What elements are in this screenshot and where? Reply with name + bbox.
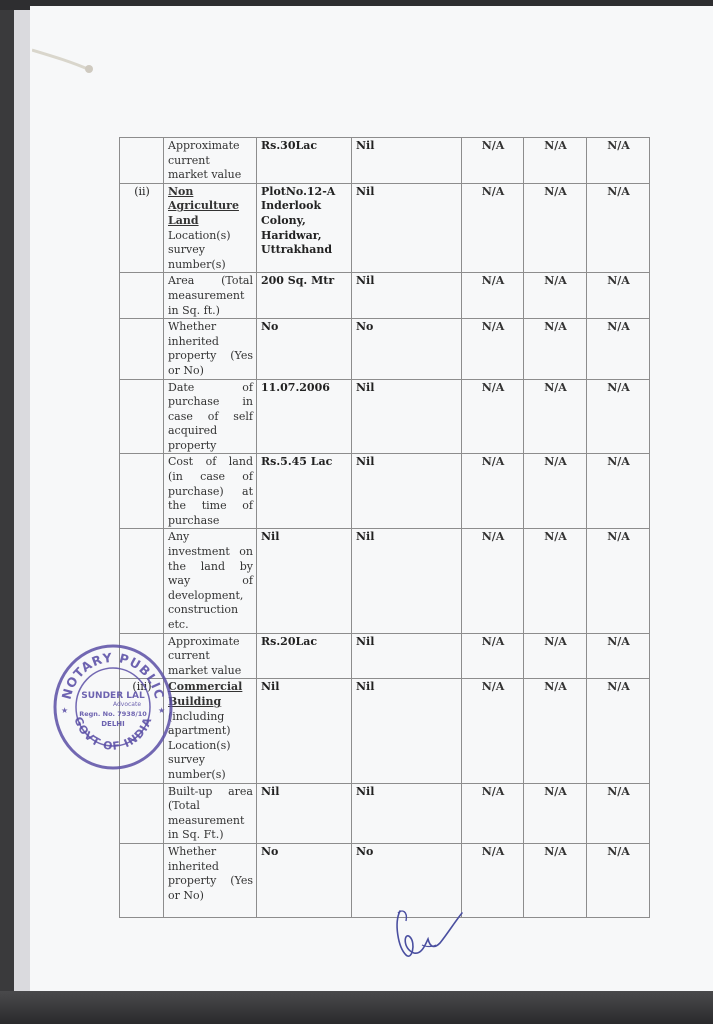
description-cell	[164, 679, 257, 783]
spouse-value-cell: Nil	[352, 633, 462, 679]
serial-number-cell	[120, 843, 164, 917]
spouse-value-cell: No	[352, 843, 462, 917]
self-value-cell: Rs.30Lac	[257, 138, 352, 184]
description-text: Any investment on the land by way of development, construction etc.	[168, 530, 253, 631]
dependent-3-cell: N/A	[587, 843, 650, 917]
table-row	[120, 273, 650, 319]
dependent-1-cell: N/A	[462, 783, 524, 843]
description-cell	[164, 633, 257, 679]
binding-string	[32, 44, 94, 74]
dependent-2-cell: N/A	[524, 319, 587, 379]
self-value-cell: Nil	[257, 679, 352, 783]
description-text: Built-up area (Total measurement in Sq. Ft.)	[168, 784, 253, 842]
serial-number-cell: (ii)	[120, 183, 164, 273]
self-value-cell: Nil	[257, 529, 352, 633]
property-type-heading: Non Agriculture Land	[168, 184, 239, 227]
dependent-3-cell: N/A	[587, 454, 650, 529]
self-value-cell: No	[257, 319, 352, 379]
table-row	[120, 454, 650, 529]
dependent-2-cell: N/A	[524, 273, 587, 319]
dependent-1-cell: N/A	[462, 529, 524, 633]
stamp-name: SUNDER LAL	[81, 691, 145, 701]
self-value-cell: 200 Sq. Mtr	[257, 273, 352, 319]
description-text: (including apartment) Location(s) survey number(s)	[168, 709, 231, 781]
dependent-2-cell: N/A	[524, 138, 587, 184]
table-row	[120, 183, 650, 273]
dependent-1-cell: N/A	[462, 454, 524, 529]
serial-number-cell	[120, 138, 164, 184]
dependent-1-cell: N/A	[462, 679, 524, 783]
stamp-reg: Regn. No. 7938/10	[79, 710, 147, 718]
description-cell	[164, 783, 257, 843]
description-cell	[164, 273, 257, 319]
spouse-value-cell: Nil	[352, 529, 462, 633]
dependent-1-cell: N/A	[462, 843, 524, 917]
dependent-3-cell: N/A	[587, 783, 650, 843]
spouse-value-cell: Nil	[352, 183, 462, 273]
table-row	[120, 783, 650, 843]
spouse-value-cell: Nil	[352, 273, 462, 319]
dependent-1-cell: N/A	[462, 319, 524, 379]
dependent-1-cell: N/A	[462, 379, 524, 454]
spouse-value-cell: Nil	[352, 138, 462, 184]
dependent-2-cell: N/A	[524, 379, 587, 454]
description-text: Date of purchase in case of self acquired property	[168, 380, 253, 452]
dependent-2-cell: N/A	[524, 843, 587, 917]
table-row	[120, 319, 650, 379]
description-cell	[164, 379, 257, 454]
dependent-2-cell: N/A	[524, 529, 587, 633]
dependent-3-cell: N/A	[587, 379, 650, 454]
description-text: Approximate current market value	[168, 139, 242, 182]
dependent-1-cell: N/A	[462, 138, 524, 184]
self-value-cell: Rs.20Lac	[257, 633, 352, 679]
description-text: Cost of land (in case of purchase) at the time of purchase	[168, 455, 253, 527]
dependent-3-cell: N/A	[587, 138, 650, 184]
description-cell	[164, 454, 257, 529]
stamp-star-right: ★	[158, 706, 166, 715]
stamp-place: DELHI	[101, 720, 125, 728]
serial-number-cell	[120, 783, 164, 843]
table-row	[120, 138, 650, 184]
assets-table	[119, 137, 650, 918]
table-row	[120, 843, 650, 917]
table-row	[120, 633, 650, 679]
self-value-cell: 11.07.2006	[257, 379, 352, 454]
serial-number-cell	[120, 273, 164, 319]
dependent-2-cell: N/A	[524, 633, 587, 679]
signature	[392, 903, 464, 965]
spouse-value-cell: Nil	[352, 454, 462, 529]
spouse-value-cell: Nil	[352, 379, 462, 454]
dependent-3-cell: N/A	[587, 319, 650, 379]
serial-number-cell: (iii)	[120, 679, 164, 783]
dependent-2-cell: N/A	[524, 783, 587, 843]
dependent-3-cell: N/A	[587, 183, 650, 273]
serial-number-cell	[120, 529, 164, 633]
description-cell	[164, 843, 257, 917]
dependent-1-cell: N/A	[462, 633, 524, 679]
dependent-2-cell: N/A	[524, 183, 587, 273]
self-value-cell: Rs.5.45 Lac	[257, 454, 352, 529]
serial-number-cell	[120, 454, 164, 529]
table-row	[120, 379, 650, 454]
dependent-2-cell: N/A	[524, 454, 587, 529]
stamp-title: Advocate	[112, 701, 142, 708]
dependent-2-cell: N/A	[524, 679, 587, 783]
dependent-3-cell: N/A	[587, 633, 650, 679]
spouse-value-cell: No	[352, 319, 462, 379]
notary-stamp	[52, 643, 174, 771]
description-text: Whether inherited property (Yes or No)	[168, 320, 253, 377]
description-text: Area (Total measurement in Sq. ft.)	[168, 274, 253, 317]
description-cell	[164, 183, 257, 273]
dependent-1-cell: N/A	[462, 183, 524, 273]
serial-number-cell	[120, 319, 164, 379]
serial-number-cell	[120, 379, 164, 454]
property-type-heading: Commercial Building	[168, 680, 243, 708]
dependent-3-cell: N/A	[587, 529, 650, 633]
stamp-top-text: NOTARY PUBLIC	[58, 649, 168, 701]
stamp-bottom-text: GOVT OF INDIA	[71, 715, 155, 753]
description-text: Location(s) survey number(s)	[168, 228, 231, 271]
spouse-value-cell: Nil	[352, 783, 462, 843]
spouse-value-cell: Nil	[352, 679, 462, 783]
dependent-3-cell: N/A	[587, 679, 650, 783]
scanner-bottom-edge	[0, 991, 713, 1024]
description-cell	[164, 138, 257, 184]
table-row	[120, 679, 650, 783]
dependent-1-cell: N/A	[462, 273, 524, 319]
stamp-star-left: ★	[61, 706, 69, 715]
self-value-cell: No	[257, 843, 352, 917]
description-cell	[164, 529, 257, 633]
dependent-3-cell: N/A	[587, 273, 650, 319]
self-value-cell: Nil	[257, 783, 352, 843]
self-value-cell: PlotNo.12-A Inderlook Colony, Haridwar, Uttrakhand	[257, 183, 352, 273]
table-row	[120, 529, 650, 633]
description-text: Approximate current market value	[168, 634, 242, 677]
description-text: Whether inherited property (Yes or No)	[168, 844, 253, 902]
description-cell	[164, 319, 257, 379]
